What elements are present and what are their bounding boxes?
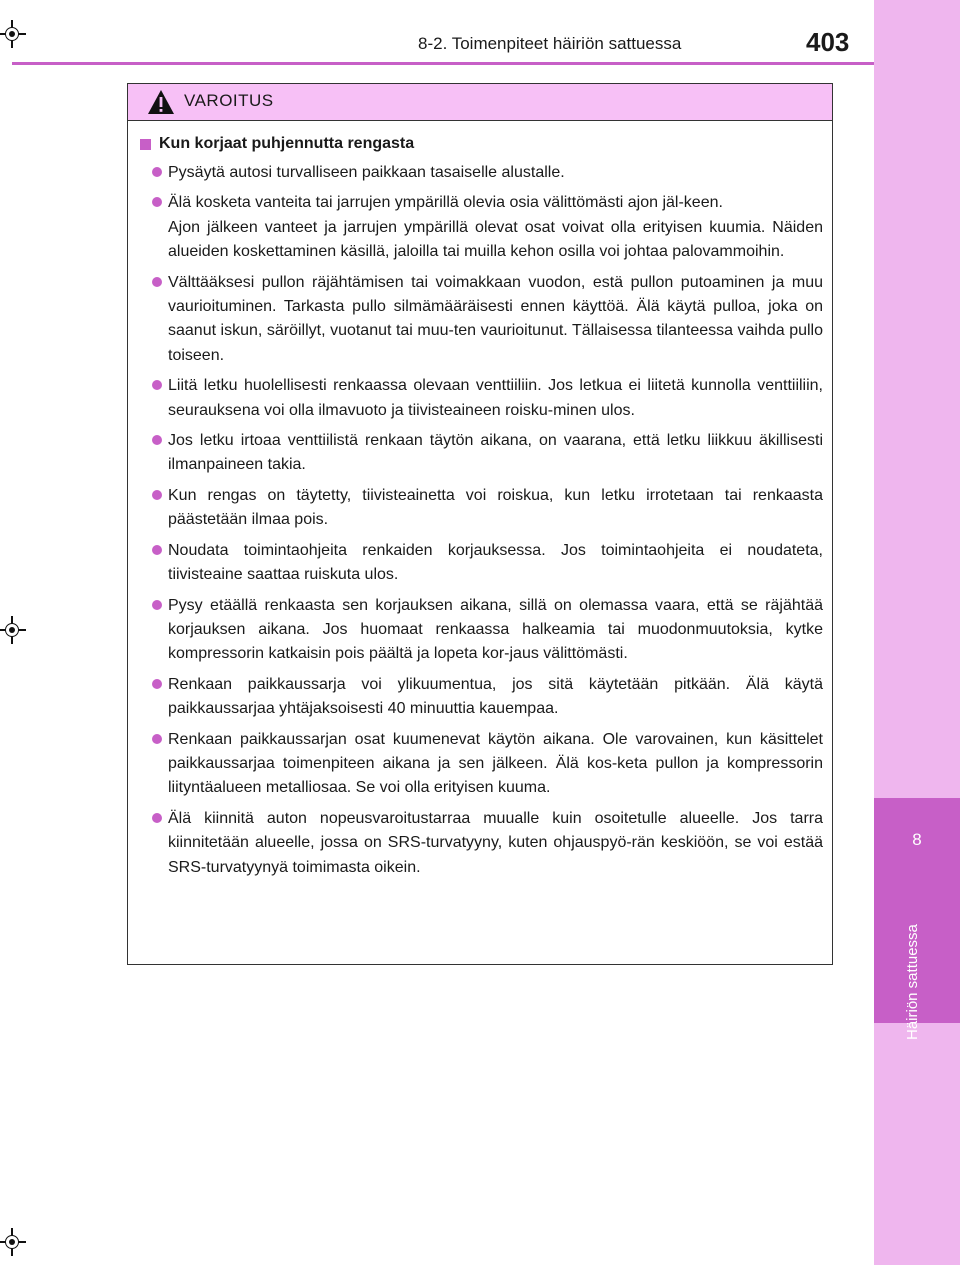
section-title-text: Kun korjaat puhjennutta rengasta [159,135,415,152]
bullet-paragraph: Jos letku irtoaa venttiilistä renkaan täytön aikana, on vaarana, että letku liikkuu äkillisesti ilmanpaineen takia. [168,432,823,474]
round-bullet-icon [152,490,162,500]
round-bullet-icon [152,197,162,207]
round-bullet-icon [152,679,162,689]
round-bullet-icon [152,600,162,610]
warning-bullet-item [140,429,824,478]
warning-label: VAROITUS [184,91,274,110]
page-number: 403 [806,27,850,57]
bullet-text [168,728,823,801]
registration-mark-icon [0,20,26,48]
bullet-text [168,374,823,423]
bullet-text [168,673,823,722]
bullet-text [168,191,823,264]
warning-bullet-item [140,539,824,588]
round-bullet-icon [152,277,162,287]
warning-section-title [140,133,824,155]
bullet-text [168,161,823,185]
warning-triangle-icon [146,88,176,116]
bullet-text [168,807,823,880]
round-bullet-icon [152,167,162,177]
header-rule [12,62,874,65]
bullet-text [168,429,823,478]
chapter-side-tab [874,0,960,1265]
warning-bullet-item [140,807,824,880]
registration-mark-icon [0,1228,26,1256]
bullet-paragraph: Ajon jälkeen vanteet ja jarrujen ympärillä olevat osat voivat olla erityisen kuumia. Näiden alueiden koskettaminen käsillä, jaloilla tai muilla kehon osilla voi johtaa palovammoihin. [168,218,823,261]
bullet-paragraph: Renkaan paikkaussarja voi ylikuumentua, jos sitä käytetään pitkään. Älä käytä paikkaussarjaa yhtäjaksoisesti 40 minuuttia kauempaa. [168,675,823,718]
bullet-text [168,271,823,369]
bullet-text [168,594,823,667]
warning-box [127,83,833,965]
bullet-text [168,539,823,588]
section-heading: 8-2. Toimenpiteet häiriön sattuessa [418,34,682,53]
round-bullet-icon [152,813,162,823]
chapter-title: Häiriön sattuessa [904,924,921,1040]
warning-bullet-list [140,161,824,880]
square-bullet-icon [140,139,151,150]
bullet-paragraph: Pysäytä autosi turvalliseen paikkaan tasaiselle alustalle. [168,164,565,181]
registration-mark-icon [0,616,26,644]
warning-bullet-item [140,484,824,533]
bullet-paragraph: Liitä letku huolellisesti renkaassa olevaan venttiiliin. Jos letkua ei liitetä kunnolla venttiiliin, seurauksena voi olla ilmavuoto ja tiivisteaineen roisku-minen ulos. [168,377,823,419]
warning-bullet-item [140,374,824,423]
warning-bullet-item [140,673,824,722]
warning-bullet-item [140,191,824,264]
bullet-paragraph: Välttääksesi pullon räjähtämisen tai voimakkaan vuodon, estä pullon putoaminen ja muu vaurioituminen. Tarkasta pullo silmämääräisesti ennen käyttöä. Älä käytä pulloa, joka on saanut iskun, säröillyt, vuotanut tai muu-ten vaurioitunut. Tällaisessa tilanteessa vaihda pullo toiseen. [168,273,823,364]
warning-bullet-item [140,728,824,801]
round-bullet-icon [152,734,162,744]
warning-header [128,84,832,121]
bullet-paragraph: Pysy etäällä renkaasta sen korjauksen aikana, sillä on olemassa vaara, että se räjähtää korjauksen aikana. Jos huomaat renkaassa halkeamia tai muodonmuutoksia, kytke kompressorin katkaisin pois päältä ja lopeta kor-jaus välittömästi. [168,596,823,663]
warning-bullet-item [140,161,824,185]
bullet-paragraph: Noudata toimintaohjeita renkaiden korjauksessa. Jos toimintaohjeita ei noudateta, tiivisteaine saattaa ruiskuta ulos. [168,541,823,584]
chapter-number: 8 [912,830,922,849]
round-bullet-icon [152,545,162,555]
bullet-text [168,484,823,533]
round-bullet-icon [152,435,162,445]
round-bullet-icon [152,380,162,390]
warning-body [128,121,832,880]
bullet-paragraph: Älä kosketa vanteita tai jarrujen ympärillä olevia osia välittömästi ajon jäl-keen. [168,194,723,212]
bullet-paragraph: Renkaan paikkaussarjan osat kuumenevat käytön aikana. Ole varovainen, kun käsittelet paikkaussarjaa toimenpiteen aikana ja sen jälkeen. Älä kos-keta pullon ja kompressorin liityntäalueen metalliosaa. Se voi olla erityisen kuuma. [168,730,823,797]
warning-bullet-item [140,594,824,667]
bullet-paragraph: Kun rengas on täytetty, tiivisteainetta voi roiskua, kun letku irrotetaan tai renkaasta päästetään ilmaa pois. [168,486,823,529]
bullet-paragraph: Älä kiinnitä auton nopeusvaroitustarraa muualle kuin osoitetulle alueelle. Jos tarra kiinnitetään alueelle, jossa on SRS-turvatyyny, kuten ohjauspyö-rän keskiöön, se voi estää SRS-turvatyynyä toimimasta oikein. [168,809,823,876]
warning-bullet-item [140,271,824,369]
